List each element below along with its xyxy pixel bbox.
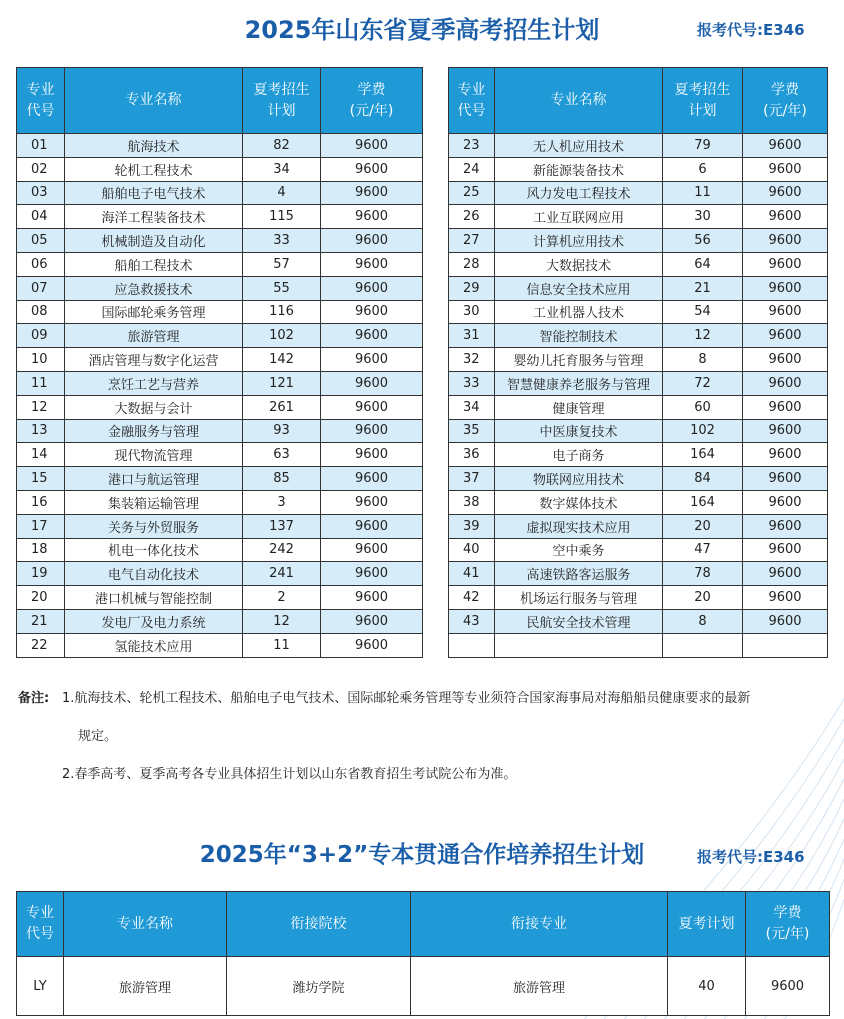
cell-fee: 9600 (743, 134, 828, 158)
cell-plan: 47 (663, 538, 743, 562)
cell-code: 14 (17, 443, 65, 467)
cell-fee: 9600 (321, 633, 423, 657)
t2-header-fee: 学费 (元/年) (746, 892, 830, 957)
cell-plan: 21 (663, 276, 743, 300)
cell-name: 轮机工程技术 (65, 157, 243, 181)
table-gap (423, 205, 449, 229)
col-header-name-right: 专业名称 (495, 68, 663, 134)
col-header-fee-right: 学费 (元/年) (743, 68, 828, 134)
cell-name: 智能控制技术 (495, 324, 663, 348)
plan2-apply-code: 报考代号:E346 (697, 848, 805, 866)
cell-plan: 116 (243, 300, 321, 324)
cell-plan: 137 (243, 514, 321, 538)
cell-name: 大数据与会计 (65, 395, 243, 419)
cell-plan: 12 (663, 324, 743, 348)
cell-fee: 9600 (321, 181, 423, 205)
cell-fee: 9600 (321, 467, 423, 491)
cell-name: 信息安全技术应用 (495, 276, 663, 300)
cell-name: 机电一体化技术 (65, 538, 243, 562)
cell-fee: 9600 (321, 371, 423, 395)
cell-code: 25 (449, 181, 495, 205)
cell-plan: 6 (663, 157, 743, 181)
cell-plan: 164 (663, 443, 743, 467)
table-row (17, 490, 828, 514)
cell-fee: 9600 (321, 205, 423, 229)
cell-code: 18 (17, 538, 65, 562)
cell-code: 19 (17, 562, 65, 586)
table-row (17, 419, 828, 443)
cell-plan: 64 (663, 252, 743, 276)
cell-fee: 9600 (743, 324, 828, 348)
cell-code: 32 (449, 348, 495, 372)
table-row (17, 205, 828, 229)
cell-fee: 9600 (743, 538, 828, 562)
cell-plan: 102 (243, 324, 321, 348)
table-row (17, 562, 828, 586)
cell-plan (663, 633, 743, 657)
cell-plan: 40 (668, 957, 746, 1016)
cell-code: 40 (449, 538, 495, 562)
cell-plan: 11 (663, 181, 743, 205)
cell-plan: 79 (663, 134, 743, 158)
cell-name: 物联网应用技术 (495, 467, 663, 491)
cell-code: 27 (449, 229, 495, 253)
cell-code: 36 (449, 443, 495, 467)
cell-code: 05 (17, 229, 65, 253)
cell-fee: 9600 (321, 562, 423, 586)
table-row (17, 348, 828, 372)
plan1-title: 2025年山东省夏季高考招生计划 (244, 16, 600, 44)
cell-fee: 9600 (743, 443, 828, 467)
cell-plan: 121 (243, 371, 321, 395)
cell-plan: 56 (663, 229, 743, 253)
cell-plan: 85 (243, 467, 321, 491)
cell-plan: 8 (663, 348, 743, 372)
table-row (17, 229, 828, 253)
cell-plan: 30 (663, 205, 743, 229)
cell-plan: 57 (243, 252, 321, 276)
cell-fee: 9600 (321, 348, 423, 372)
cell-plan: 261 (243, 395, 321, 419)
cell-code: 09 (17, 324, 65, 348)
cell-fee: 9600 (321, 252, 423, 276)
joint-program-table (16, 891, 830, 1016)
cell-name: 旅游管理 (64, 957, 227, 1016)
table-row (17, 395, 828, 419)
table-row (17, 957, 830, 1016)
cell-name: 国际邮轮乘务管理 (65, 300, 243, 324)
t2-header-name: 专业名称 (64, 892, 227, 957)
cell-plan: 11 (243, 633, 321, 657)
cell-code: 24 (449, 157, 495, 181)
t2-header-code: 专业 代号 (17, 892, 64, 957)
cell-name: 无人机应用技术 (495, 134, 663, 158)
cell-code: 02 (17, 157, 65, 181)
cell-code: 28 (449, 252, 495, 276)
cell-code: 41 (449, 562, 495, 586)
cell-fee: 9600 (321, 395, 423, 419)
cell-fee: 9600 (743, 276, 828, 300)
cell-name: 新能源装备技术 (495, 157, 663, 181)
cell-fee: 9600 (743, 181, 828, 205)
cell-name: 大数据技术 (495, 252, 663, 276)
cell-fee: 9600 (321, 276, 423, 300)
table-gap (423, 419, 449, 443)
cell-name: 港口与航运管理 (65, 467, 243, 491)
cell-name: 船舶电子电气技术 (65, 181, 243, 205)
cell-fee: 9600 (743, 395, 828, 419)
table-gap (423, 276, 449, 300)
col-header-name: 专业名称 (65, 68, 243, 134)
cell-plan: 72 (663, 371, 743, 395)
cell-name: 计算机应用技术 (495, 229, 663, 253)
table-gap (423, 134, 449, 158)
cell-code: 38 (449, 490, 495, 514)
cell-plan: 2 (243, 586, 321, 610)
cell-fee: 9600 (743, 562, 828, 586)
cell-code: 22 (17, 633, 65, 657)
cell-plan: 3 (243, 490, 321, 514)
cell-name: 婴幼儿托育服务与管理 (495, 348, 663, 372)
col-header-code: 专业 代号 (17, 68, 65, 134)
cell-code: 35 (449, 419, 495, 443)
cell-plan: 102 (663, 419, 743, 443)
cell-code: 08 (17, 300, 65, 324)
cell-fee: 9600 (743, 300, 828, 324)
note-item-2: 2.春季高考、夏季高考各专业具体招生计划以山东省教育招生考试院公布为准。 (62, 767, 517, 782)
cell-name: 海洋工程装备技术 (65, 205, 243, 229)
cell-name: 现代物流管理 (65, 443, 243, 467)
cell-code: 21 (17, 609, 65, 633)
cell-name: 发电厂及电力系统 (65, 609, 243, 633)
cell-name: 机械制造及自动化 (65, 229, 243, 253)
cell-name: 航海技术 (65, 134, 243, 158)
table-gap (423, 633, 449, 657)
cell-code: 26 (449, 205, 495, 229)
cell-code: 17 (17, 514, 65, 538)
cell-fee (743, 633, 828, 657)
cell-code: 42 (449, 586, 495, 610)
cell-plan: 55 (243, 276, 321, 300)
cell-fee: 9600 (743, 205, 828, 229)
cell-plan: 20 (663, 586, 743, 610)
cell-fee: 9600 (743, 252, 828, 276)
cell-fee: 9600 (743, 467, 828, 491)
table-gap (423, 300, 449, 324)
cell-plan: 142 (243, 348, 321, 372)
cell-code: 20 (17, 586, 65, 610)
table-gap (423, 181, 449, 205)
cell-code: 03 (17, 181, 65, 205)
cell-code: 07 (17, 276, 65, 300)
cell-name: 集装箱运输管理 (65, 490, 243, 514)
cell-name: 工业机器人技术 (495, 300, 663, 324)
cell-code: 34 (449, 395, 495, 419)
cell-fee: 9600 (321, 157, 423, 181)
table-gap (423, 490, 449, 514)
cell-plan: 63 (243, 443, 321, 467)
col-header-fee: 学费 (元/年) (321, 68, 423, 134)
cell-name: 健康管理 (495, 395, 663, 419)
table-row (17, 276, 828, 300)
cell-fee: 9600 (743, 371, 828, 395)
table-gap (423, 443, 449, 467)
cell-plan: 33 (243, 229, 321, 253)
cell-code: 39 (449, 514, 495, 538)
cell-fee: 9600 (743, 609, 828, 633)
cell-plan: 84 (663, 467, 743, 491)
cell-plan: 82 (243, 134, 321, 158)
cell-name: 风力发电工程技术 (495, 181, 663, 205)
table-gap (423, 538, 449, 562)
t2-header-plan: 夏考计划 (668, 892, 746, 957)
cell-code (449, 633, 495, 657)
cell-name: 应急救援技术 (65, 276, 243, 300)
t2-header-major: 衔接专业 (411, 892, 668, 957)
col-header-code-right: 专业 代号 (449, 68, 495, 134)
table-row (17, 181, 828, 205)
t2-header-school: 衔接院校 (227, 892, 411, 957)
plan2-title: 2025年“3+2”专本贯通合作培养招生计划 (199, 842, 645, 868)
cell-plan: 115 (243, 205, 321, 229)
cell-fee: 9600 (746, 957, 830, 1016)
cell-code: 37 (449, 467, 495, 491)
cell-name: 氢能技术应用 (65, 633, 243, 657)
cell-fee: 9600 (321, 586, 423, 610)
cell-fee: 9600 (321, 229, 423, 253)
cell-name: 机场运行服务与管理 (495, 586, 663, 610)
cell-name: 智慧健康养老服务与管理 (495, 371, 663, 395)
cell-plan: 4 (243, 181, 321, 205)
cell-code: 13 (17, 419, 65, 443)
table-row (17, 300, 828, 324)
col-header-plan-right: 夏考招生 计划 (663, 68, 743, 134)
table-row (17, 157, 828, 181)
cell-name: 金融服务与管理 (65, 419, 243, 443)
cell-code: 11 (17, 371, 65, 395)
cell-code: LY (17, 957, 64, 1016)
table-row (17, 514, 828, 538)
cell-fee: 9600 (321, 609, 423, 633)
cell-name: 电气自动化技术 (65, 562, 243, 586)
cell-code: 23 (449, 134, 495, 158)
cell-name: 虚拟现实技术应用 (495, 514, 663, 538)
cell-plan: 54 (663, 300, 743, 324)
cell-name: 关务与外贸服务 (65, 514, 243, 538)
cell-fee: 9600 (321, 538, 423, 562)
cell-fee: 9600 (743, 490, 828, 514)
cell-plan: 78 (663, 562, 743, 586)
table-row (17, 609, 828, 633)
cell-code: 04 (17, 205, 65, 229)
cell-fee: 9600 (743, 514, 828, 538)
cell-plan: 241 (243, 562, 321, 586)
cell-code: 30 (449, 300, 495, 324)
cell-plan: 242 (243, 538, 321, 562)
cell-name: 港口机械与智能控制 (65, 586, 243, 610)
cell-name: 船舶工程技术 (65, 252, 243, 276)
table-gap (423, 562, 449, 586)
cell-code: 15 (17, 467, 65, 491)
cell-code: 33 (449, 371, 495, 395)
notes-section (18, 690, 833, 784)
table-row (17, 586, 828, 610)
cell-code: 06 (17, 252, 65, 276)
cell-school: 潍坊学院 (227, 957, 411, 1016)
cell-name: 高速铁路客运服务 (495, 562, 663, 586)
table-row (17, 324, 828, 348)
table-gap (423, 514, 449, 538)
cell-fee: 9600 (743, 586, 828, 610)
table-gap (423, 252, 449, 276)
cell-name: 数字媒体技术 (495, 490, 663, 514)
cell-plan: 8 (663, 609, 743, 633)
table-row (17, 371, 828, 395)
cell-fee: 9600 (321, 300, 423, 324)
table-row (17, 443, 828, 467)
cell-plan: 164 (663, 490, 743, 514)
table-gap (423, 586, 449, 610)
table-gap (423, 229, 449, 253)
cell-fee: 9600 (321, 324, 423, 348)
cell-fee: 9600 (743, 419, 828, 443)
cell-name: 酒店管理与数字化运营 (65, 348, 243, 372)
table-row (17, 538, 828, 562)
cell-plan: 34 (243, 157, 321, 181)
cell-name: 工业互联网应用 (495, 205, 663, 229)
cell-name: 民航安全技术管理 (495, 609, 663, 633)
table-gap (423, 609, 449, 633)
table-row (17, 633, 828, 657)
cell-plan: 60 (663, 395, 743, 419)
table-row (17, 252, 828, 276)
cell-name: 烹饪工艺与营养 (65, 371, 243, 395)
cell-name: 中医康复技术 (495, 419, 663, 443)
cell-plan: 20 (663, 514, 743, 538)
cell-fee: 9600 (743, 229, 828, 253)
cell-fee: 9600 (321, 490, 423, 514)
cell-fee: 9600 (743, 348, 828, 372)
cell-fee: 9600 (321, 419, 423, 443)
table-row (17, 134, 828, 158)
table-gap (423, 324, 449, 348)
cell-code: 16 (17, 490, 65, 514)
cell-plan: 93 (243, 419, 321, 443)
cell-major: 旅游管理 (411, 957, 668, 1016)
cell-code: 12 (17, 395, 65, 419)
cell-name: 电子商务 (495, 443, 663, 467)
cell-code: 10 (17, 348, 65, 372)
cell-code: 43 (449, 609, 495, 633)
cell-plan: 12 (243, 609, 321, 633)
table-gap (423, 371, 449, 395)
cell-name: 旅游管理 (65, 324, 243, 348)
notes-label: 备注: (18, 691, 50, 706)
summer-admission-table (16, 67, 828, 658)
table-gap (423, 157, 449, 181)
cell-fee: 9600 (321, 134, 423, 158)
cell-fee: 9600 (321, 514, 423, 538)
note-item-1-cont: 规定。 (78, 729, 118, 744)
cell-name: 空中乘务 (495, 538, 663, 562)
table-gap (423, 395, 449, 419)
cell-code: 01 (17, 134, 65, 158)
col-header-plan: 夏考招生 计划 (243, 68, 321, 134)
table-gap (423, 467, 449, 491)
table-row (17, 467, 828, 491)
cell-code: 29 (449, 276, 495, 300)
table-gap (423, 348, 449, 372)
note-item-1: 1.航海技术、轮机工程技术、船舶电子电气技术、国际邮轮乘务管理等专业须符合国家海事局对海船船员健康要求的最新 (62, 691, 751, 706)
cell-code: 31 (449, 324, 495, 348)
cell-name (495, 633, 663, 657)
cell-fee: 9600 (743, 157, 828, 181)
cell-fee: 9600 (321, 443, 423, 467)
plan1-apply-code: 报考代号:E346 (697, 21, 805, 39)
